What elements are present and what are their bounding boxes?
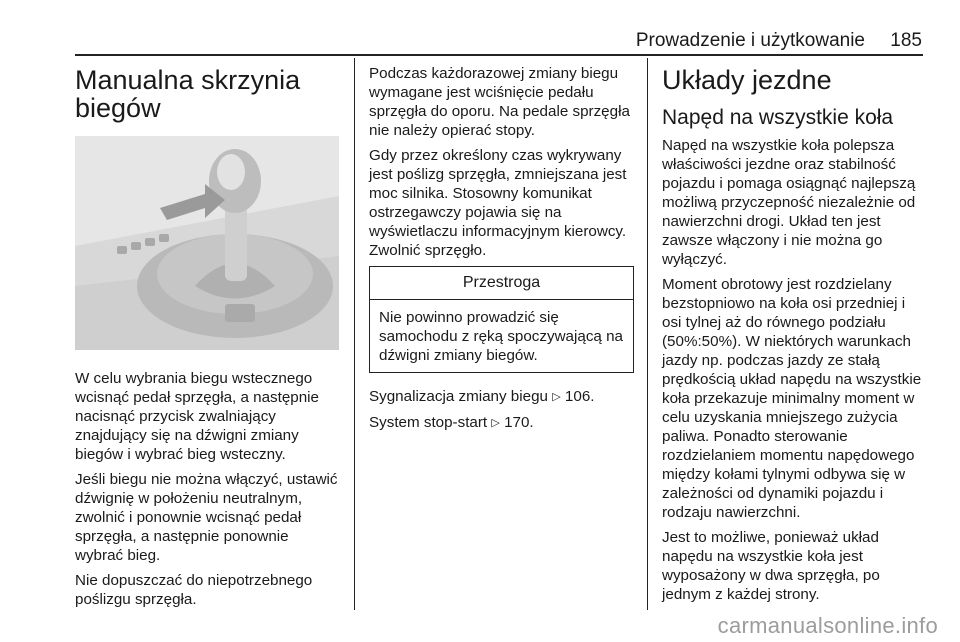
cross-reference <box>369 387 634 407</box>
caution-box <box>369 266 634 373</box>
reference-page: 106. <box>564 388 595 405</box>
section-heading-driving-systems: Układy jezdne <box>662 65 832 95</box>
paragraph: Moment obrotowy jest rozdzielany bezstopniowo na koła osi przedniej i osi tylnej aż do równego podziału (50%:50%). W niektórych warunkach jazdy np. podczas jazdy ze stałą prędkością układ napędu na wszystkie koła przekazuje minimalny moment w celu uzyskania mniejszego zużycia paliwa. Ponadto sterowanie rozdzielaniem momentu napędowego między kołami tylnymi odbywa się w zależności od dynamiki pojazdu i rodzaju nawierzchni. <box>662 276 922 521</box>
cross-reference <box>369 413 634 433</box>
paragraph: Jeśli biegu nie można włączyć, ustawić dźwignię w położeniu neutralnym, zwolnić i ponownie wcisnąć pedał sprzęgła, a następnie ponownie wybrać bieg. <box>75 471 338 564</box>
caution-title: Przestroga <box>370 267 633 300</box>
reference-text: System stop-start <box>369 414 488 431</box>
page-reference-icon: ▷ <box>491 417 500 429</box>
section-heading-manual-gearbox: Manualna skrzynia biegów <box>75 65 301 123</box>
middle-column <box>369 64 634 439</box>
column-divider-1 <box>354 58 355 610</box>
left-column <box>75 64 340 615</box>
paragraph: Napęd na wszystkie koła polepsza właściwości jezdne oraz stabilność pojazdu i pomaga osiągnąć najlepszą możliwą przyczepność niezależnie od nawierzchni drogi. Układ ten jest zawsze włączony i nie można go wyłączyć. <box>662 137 916 268</box>
watermark: carmanualsonline.info <box>717 613 938 638</box>
reference-page: 170. <box>504 414 534 431</box>
page-reference-icon: ▷ <box>552 391 561 403</box>
page-number: 185 <box>890 30 922 51</box>
header-rule <box>75 54 923 56</box>
paragraph: W celu wybrania biegu wstecznego wcisnąć pedał sprzęgła, a następnie nacisnąć przycisk zwalniający znajdujący się na dźwigni zmiany biegów i wybrać bieg wsteczny. <box>75 370 319 463</box>
paragraph: Jest to możliwe, ponieważ układ napędu na wszystkie koła jest wyposażony w dwa sprzęgła, po jednym z każdej strony. <box>662 529 880 603</box>
caution-body: Nie powinno prowadzić się samochodu z ręką spoczywającą na dźwigni zmiany biegów. <box>379 309 623 364</box>
right-column <box>662 64 927 610</box>
paragraph: Nie dopuszczać do niepotrzebnego poślizgu sprzęgła. <box>75 572 313 608</box>
gear-lever-illustration <box>75 136 339 350</box>
paragraph: Gdy przez określony czas wykrywany jest poślizg sprzęgła, zmniejszana jest moc silnika. Stosowny komunikat ostrzegawczy pojawia się na wyświetlaczu informacyjnym kierowcy. Zwolnić sprzęgło. <box>369 147 627 259</box>
subsection-heading-awd: Napęd na wszystkie koła <box>662 106 894 129</box>
page-header-title: Prowadzenie i użytkowanie <box>635 30 865 51</box>
paragraph: Podczas każdorazowej zmiany biegu wymagane jest wciśnięcie pedału sprzęgła do oporu. Na pedale sprzęgła nie należy opierać stopy. <box>369 65 630 139</box>
reference-text: Sygnalizacja zmiany biegu <box>369 388 548 405</box>
column-divider-2 <box>647 58 648 610</box>
